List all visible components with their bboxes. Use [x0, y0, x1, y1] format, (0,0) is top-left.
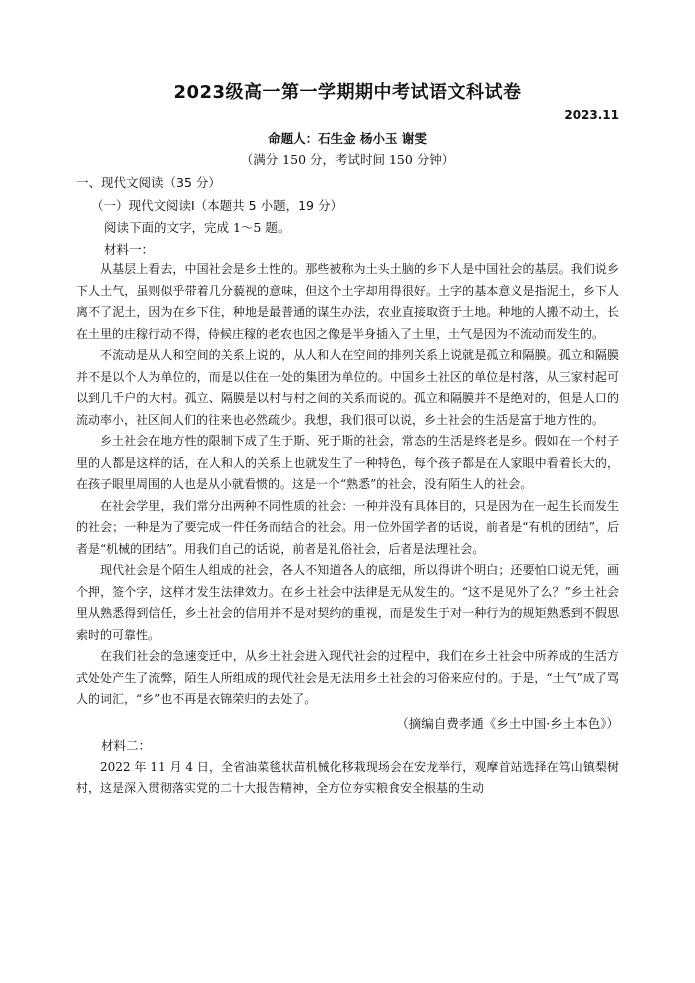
material-one-paragraph-3: 乡土社会在地方性的限制下成了生于斯、死于斯的社会，常态的生活是终老是乡。假如在一个村子里的人都是这样的话，在人和人的关系上也就发生了一种特色，每个孩子都是在人家眼中看着长大的，在孩子眼里周围的人也是从小就看惯的。这是一个“熟悉”的社会，没有陌生人的社会。	[76, 434, 619, 491]
material-one-paragraph-6: 在我们社会的急速变迁中，从乡土社会进入现代社会的过程中，我们在乡土社会中所养成的生活方式处处产生了流弊，陌生人所组成的现代社会是无法用乡土社会的习俗来应付的。于是，“土气”成了骂人的词汇，“乡”也不再是衣锦荣归的去处了。	[76, 649, 619, 706]
section-heading: 一、现代文阅读（35 分）	[76, 175, 221, 190]
material-one-source: （摘编自费孝通《乡土中国·乡土本色》）	[396, 715, 619, 731]
material-one-paragraph-2: 不流动是从人和空间的关系上说的，从人和人在空间的排列关系上说就是孤立和隔膜。孤立和隔膜并不是以个人为单位的，而是以住在一处的集团为单位的。中国乡土社区的单位是村落，从三家村起可以到几千户的大村。孤立、隔膜是以村与村之间的关系而说的。孤立和隔膜并不是绝对的，但是人口的流动率小，社区间人们的往来也必然疏少。我想，我们很可以说，乡土社会的生活是富于地方性的。	[76, 348, 619, 427]
material-one-paragraph-1: 从基层上看去，中国社会是乡土性的。那些被称为土头土脑的乡下人是中国社会的基层。我们说乡下人土气，虽则似乎带着几分藐视的意味，但这个土字却用得很好。土字的基本意义是指泥土，乡下人离不了泥土，因为在乡下住，种地是最普通的谋生办法，农业直接取资于土地。种地的人搬不动土，长在土里的庄稼行动不得，侍候庄稼的老农也因之像是半身插入了土里，土气是因为不流动而发生的。	[76, 262, 619, 341]
material-one-paragraph-5: 现代社会是个陌生人组成的社会，各人不知道各人的底细，所以得讲个明白；还要怕口说无凭，画个押，签个字，这样才发生法律效力。在乡土社会中法律是无从发生的。“这不是见外了么？”乡土社会里从熟悉得到信任，乡土社会的信用并不是对契约的重视，而是发生于对一种行为的规矩熟悉到不假思索时的可靠性。	[76, 563, 619, 642]
exam-score-time-note: （满分 150 分，考试时间 150 分钟）	[240, 152, 455, 167]
material-two-paragraph-1: 2022 年 11 月 4 日，全省油菜毯状苗机械化移栽现场会在安龙举行，观摩首站选择在笃山镇梨树村，这是深入贯彻落实党的二十大报告精神，全方位夯实粮食安全根基的生动	[76, 759, 619, 795]
reading-instruction: 阅读下面的文字，完成 1～5 题。	[104, 220, 291, 235]
article-body	[76, 259, 619, 800]
exam-title: 2023级高一第一学期期中考试语文科试卷	[173, 82, 522, 103]
material-one-paragraph-4: 在社会学里，我们常分出两种不同性质的社会：一种并没有具体目的，只是因为在一起生长而发生的社会；一种是为了要完成一件任务而结合的社会。用一位外国学者的话说，前者是“有机的团结”，后者是“机械的团结”。用我们自己的话说，前者是礼俗社会，后者是法理社会。	[76, 498, 619, 556]
exam-date: 2023.11	[564, 108, 619, 122]
subsection-heading: （一）现代文阅读Ⅰ（本题共 5 小题，19 分）	[91, 198, 343, 213]
material-two-label: 材料二：	[101, 738, 152, 753]
exam-authors: 命题人：石生金 杨小玉 谢雯	[268, 131, 427, 146]
material-one-label: 材料一：	[104, 242, 155, 257]
